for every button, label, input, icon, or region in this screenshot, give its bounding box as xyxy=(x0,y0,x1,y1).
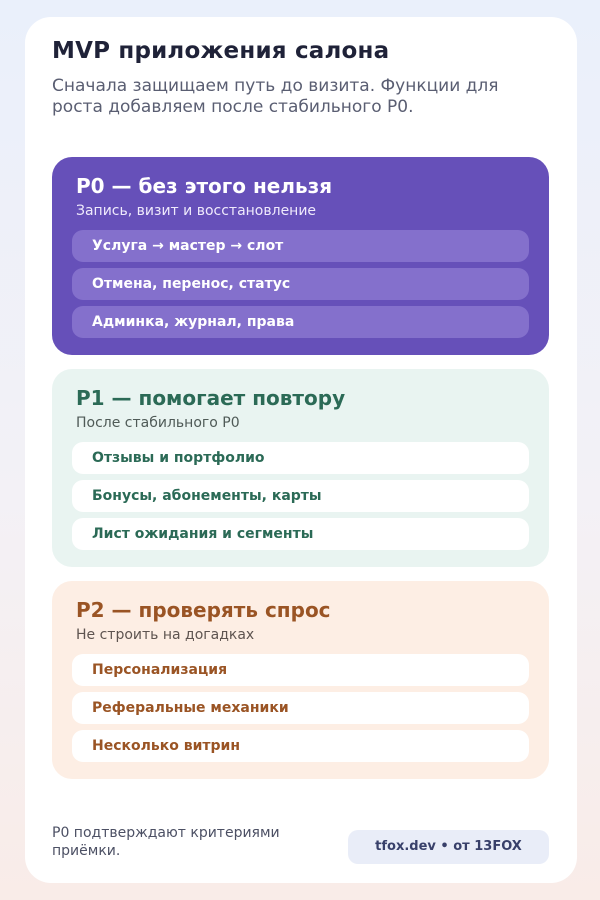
tier-p0-subheading: Запись, визит и восстановление xyxy=(76,203,317,219)
tier-p1-card xyxy=(52,369,549,567)
tier-p2-item: Реферальные механики xyxy=(72,692,529,724)
tier-p1-heading: P1 — помогает повтору xyxy=(76,386,346,410)
tier-p2-subheading: Не строить на догадках xyxy=(76,627,255,643)
page-title: MVP приложения салона xyxy=(52,38,390,64)
tier-p1-subheading: После стабильного P0 xyxy=(76,415,240,431)
page-subtitle: Сначала защищаем путь до визита. Функции для роста добавляем после стабильного P0. xyxy=(52,76,499,117)
tier-p2-item: Персонализация xyxy=(72,654,529,686)
tier-p1-item: Отзывы и портфолио xyxy=(72,442,529,474)
tier-p1-item: Бонусы, абонементы, карты xyxy=(72,480,529,512)
tier-p2-heading: P2 — проверять спрос xyxy=(76,598,331,622)
tier-p2-item: Несколько витрин xyxy=(72,730,529,762)
footer-note: P0 подтверждают критериями приёмки. xyxy=(52,825,280,859)
tier-p0-item: Админка, журнал, права xyxy=(72,306,529,338)
tier-p0-card xyxy=(52,157,549,355)
tier-p1-item: Лист ожидания и сегменты xyxy=(72,518,529,550)
tier-p0-item: Отмена, перенос, статус xyxy=(72,268,529,300)
tier-p2-card xyxy=(52,581,549,779)
brand-badge: tfox.dev • от 13FOX xyxy=(348,830,549,864)
tier-p0-item: Услуга → мастер → слот xyxy=(72,230,529,262)
tier-p0-heading: P0 — без этого нельзя xyxy=(76,174,333,198)
